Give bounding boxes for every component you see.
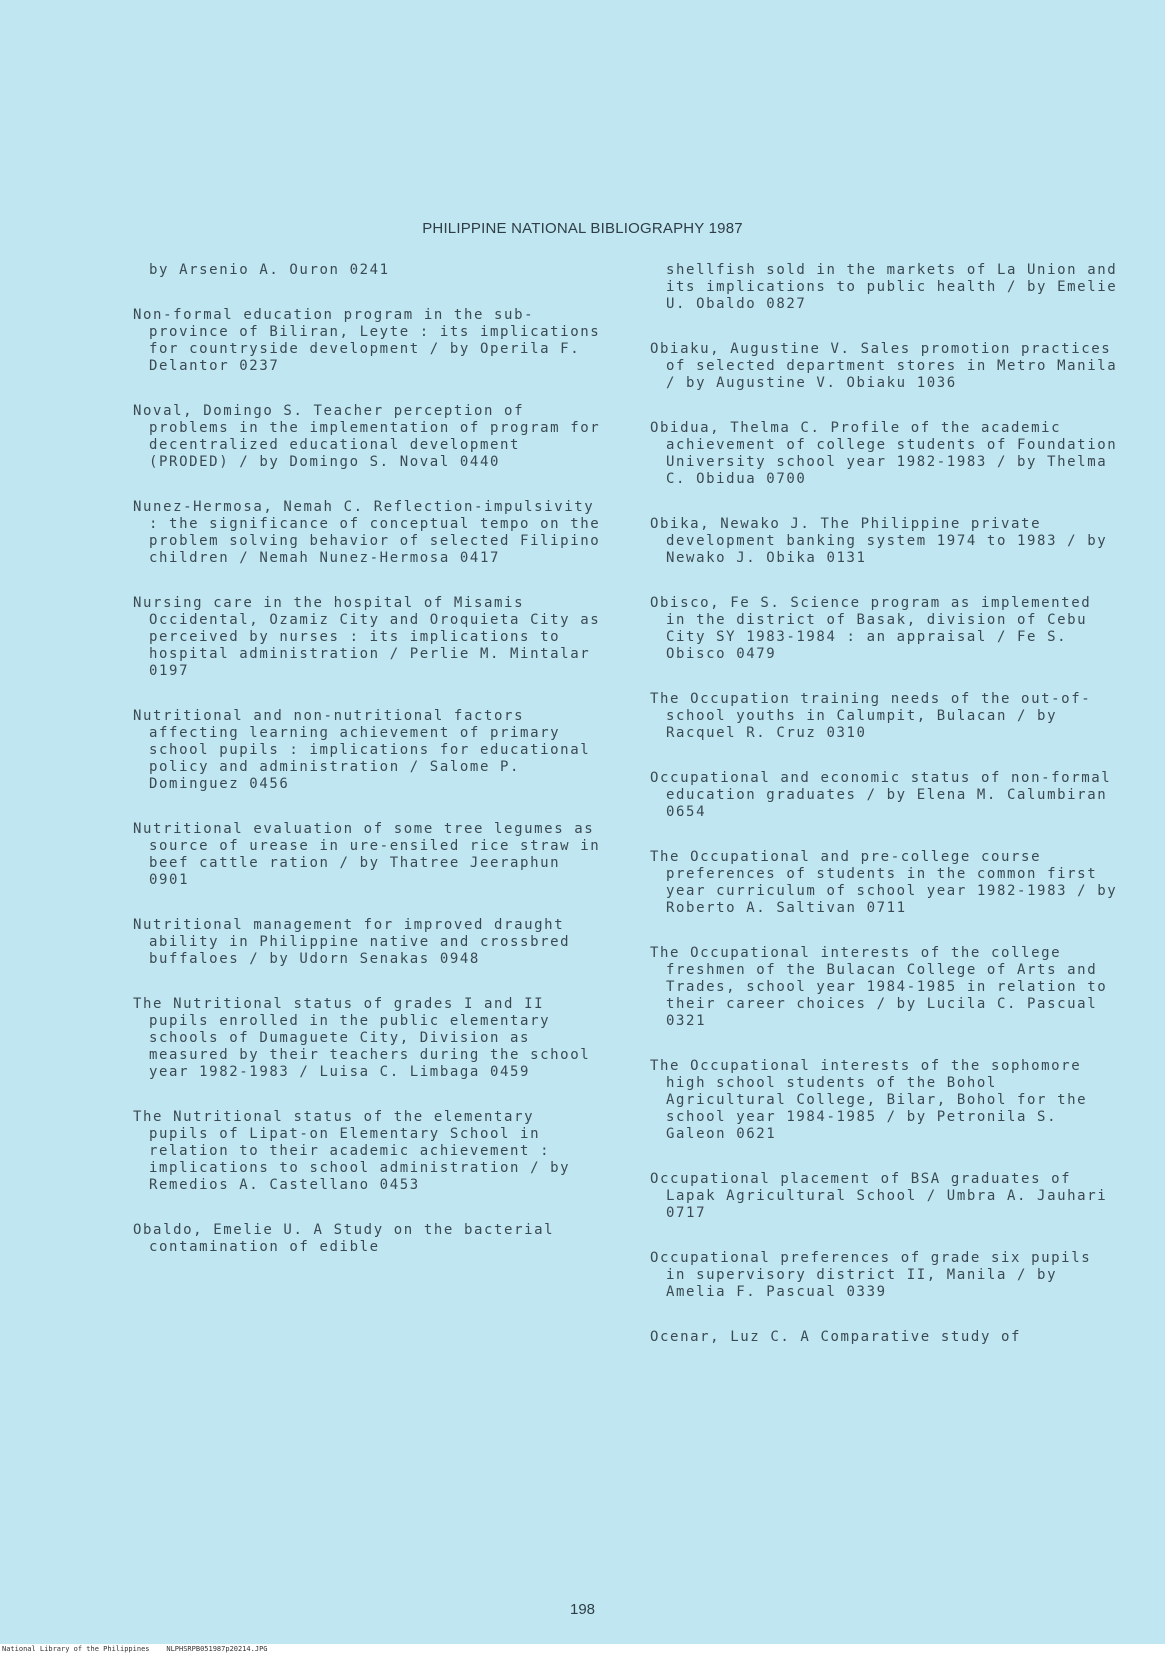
bibliography-entry: Nursing care in the hospital of Misamis Occidental, Ozamiz City and Oroquieta City as perceived by nurses : its implications to hospital administration / Perlie M. Mintalar 0197 [133,595,601,679]
bibliography-entry: The Nutritional status of grades I and II pupils enrolled in the public elementary schools of Dumaguete City, Division as measured by their teachers during the school year 1982-1983 / Luisa C. Limbaga 0459 [133,996,591,1080]
bibliography-entry: Nutritional and non-nutritional factors affecting learning achievement of primary school pupils : implications for educational policy and administration / Salome P. Dominguez 0456 [133,708,591,792]
bibliography-entry: The Occupation training needs of the out-of-school youths in Calumpit, Bulacan / by Racquel R. Cruz 0310 [650,691,1092,741]
bibliography-entry: Occupational placement of BSA graduates of Lapak Agricultural School / Umbra A. Jauhari 0717 [650,1171,1108,1221]
bibliography-entry: Noval, Domingo S. Teacher perception of problems in the implementation of program for decentralized educational development (PRODED) / by Domingo S. Noval 0440 [133,403,601,470]
bibliography-entry-continuation: shellfish sold in the markets of La Union and its implications to public health / by Emelie U. Obaldo 0827 [666,262,1118,312]
page-number: 198 [569,1601,596,1618]
scan-footer-strip [0,1644,1165,1658]
bibliography-entry: Obiaku, Augustine V. Sales promotion practices of selected department stores in Metro Manila / by Augustine V. Obiaku 1036 [650,341,1118,391]
bibliography-entry: Obidua, Thelma C. Profile of the academic achievement of college students of Foundation University school year 1982-1983 / by Thelma C. Obidua 0700 [650,420,1118,487]
bibliography-entry: by Arsenio A. Ouron 0241 [149,262,390,278]
bibliography-entry: Obisco, Fe S. Science program as implemented in the district of Basak, division of Cebu City SY 1983-1984 : an appraisal / Fe S. Obisco 0479 [650,595,1092,662]
page-header: PHILIPPINE NATIONAL BIBLIOGRAPHY 1987 [422,220,743,237]
bibliography-entry: Ocenar, Luz C. A Comparative study of [650,1329,1022,1345]
bibliography-entry: Obaldo, Emelie U. A Study on the bacterial contamination of edible [133,1222,555,1255]
bibliography-entry: The Nutritional status of the elementary pupils of Lipat-on Elementary School in relation to their academic achievement : implications to school administration / by Remedios A. Castellano 0453 [133,1109,571,1193]
bibliography-entry: Non-formal education program in the sub-province of Biliran, Leyte : its implications for countryside development / by Operila F. Delantor 0237 [133,307,601,374]
bibliography-entry: Nutritional management for improved draught ability in Philippine native and crossbred buffaloes / by Udorn Senakas 0948 [133,917,571,967]
bibliography-entry: Occupational preferences of grade six pupils in supervisory district II, Manila / by Amelia F. Pascual 0339 [650,1250,1092,1300]
scan-credit: National Library of the Philippines NLPHSRPB051987p20214.JPG [2,1645,268,1653]
right-column [650,262,1120,1374]
bibliography-entry: Nunez-Hermosa, Nemah C. Reflection-impulsivity : the significance of conceptual tempo on the problem solving behavior of selected Filipino children / Nemah Nunez-Hermosa 0417 [133,499,601,566]
bibliography-entry: Occupational and economic status of non-formal education graduates / by Elena M. Calumbiran 0654 [650,770,1112,820]
bibliography-entry: The Occupational and pre-college course preferences of students in the common first year curriculum of school year 1982-1983 / by Roberto A. Saltivan 0711 [650,849,1118,916]
bibliography-entry: Obika, Newako J. The Philippine private development banking system 1974 to 1983 / by Newako J. Obika 0131 [650,516,1108,566]
bibliography-entry: Nutritional evaluation of some tree legumes as source of urease in ure-ensiled rice straw in beef cattle ration / by Thatree Jeeraphun 0901 [133,821,601,888]
bibliography-entry: The Occupational interests of the sophomore high school students of the Bohol Agricultural College, Bilar, Bohol for the school year 1984-1985 / by Petronila S. Galeon 0621 [650,1058,1088,1142]
bibliography-entry: The Occupational interests of the college freshmen of the Bulacan College of Arts and Trades, school year 1984-1985 in relation to their career choices / by Lucila C. Pascual 0321 [650,945,1108,1029]
left-column [133,262,603,1284]
